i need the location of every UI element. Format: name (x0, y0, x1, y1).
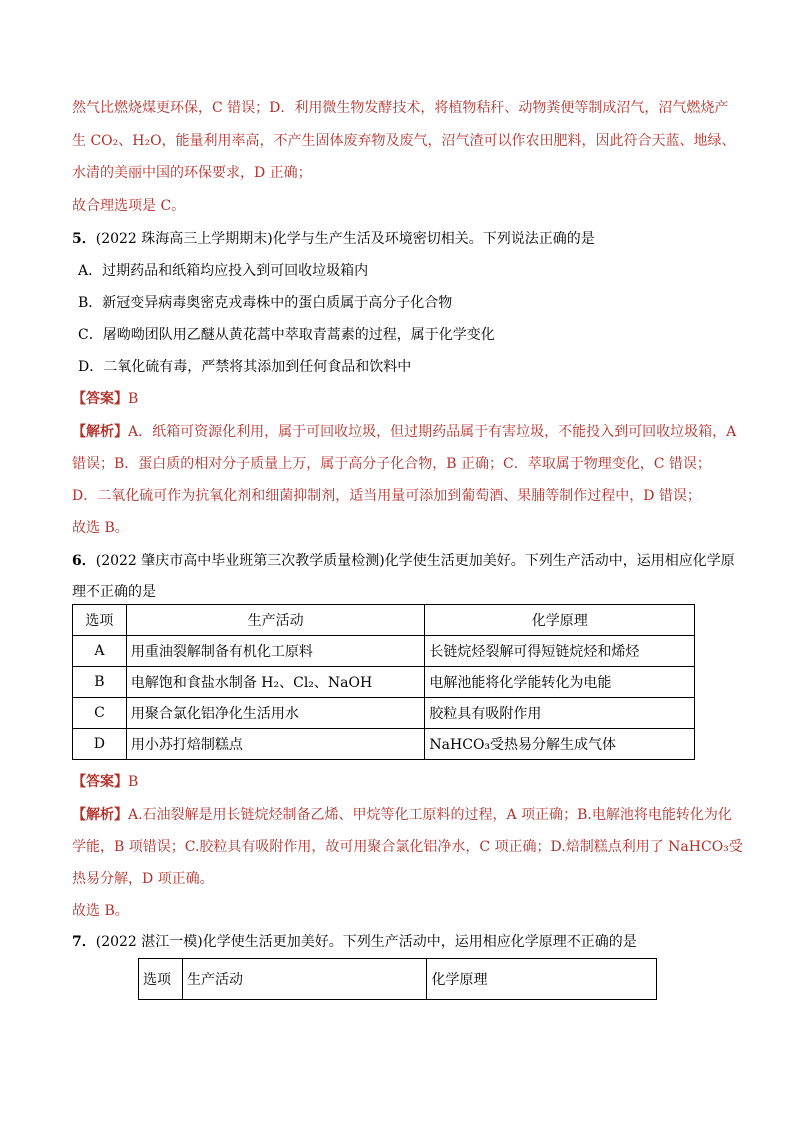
intro-line: 然气比燃烧煤更环保，C 错误；D．利用微生物发酵技术，将植物秸秆、动物粪便等制成沼气，沼气燃烧产 (72, 100, 729, 116)
option-b: B．新冠变异病毒奥密克戎毒株中的蛋白质属于高分子化合物 (78, 295, 453, 311)
question-text: 理不正确的是 (72, 584, 156, 600)
option-d: D．二氧化硫有毒，严禁将其添加到任何食品和饮料中 (78, 359, 412, 375)
question-text: (2022 湛江一模)化学使生活更加美好。下列生产活动中，运用相应化学原理不正确的是 (95, 934, 637, 950)
answer-value: B (128, 391, 139, 407)
table-header-cell: 生产活动 (126, 605, 425, 636)
analysis-line (72, 805, 732, 825)
table-cell: 用重油裂解制备有机化工原料 (126, 636, 425, 667)
option-c: C．屠呦呦团队用乙醚从黄花蒿中萃取青蒿素的过程，属于化学变化 (78, 327, 495, 343)
question-5-stem (72, 229, 595, 249)
question-6-stem (72, 551, 735, 571)
question-number: 7． (72, 934, 96, 950)
option-a: A．过期药品和纸箱均应投入到可回收垃圾箱内 (78, 263, 369, 279)
answer-tag: 【答案】 (72, 774, 128, 790)
question-number: 5． (72, 231, 96, 247)
table-cell: 电解饱和食盐水制备 H₂、Cl₂、NaOH (126, 667, 425, 698)
table-cell: B (73, 667, 127, 698)
question-7-stem (72, 932, 637, 952)
table-header-cell: 生产活动 (182, 959, 426, 1000)
table-header-row (73, 605, 695, 636)
analysis-line: 学能，B 项错误；C.胶粒具有吸附作用，故可用聚合氯化铝净水，C 项正确；D.焙制糕点利用了 NaHCO₃受 (72, 839, 743, 855)
analysis-tag: 【解析】 (72, 807, 128, 823)
table-header-cell: 化学原理 (425, 605, 695, 636)
question-number: 6． (72, 553, 96, 569)
analysis-line: 热易分解，D 项正确。 (72, 871, 214, 887)
answer-line (72, 389, 138, 409)
analysis-line (72, 422, 736, 442)
question-text: (2022 肇庆市高中毕业班第三次教学质量检测)化学使生活更加美好。下列生产活动中，运用相应化学原 (95, 553, 735, 569)
analysis-line: D．二氧化硫可作为抗氧化剂和细菌抑制剂，适当用量可添加到葡萄酒、果脯等制作过程中，D 错误； (72, 488, 701, 504)
table-row (73, 729, 695, 760)
table-header-cell: 选项 (139, 959, 183, 1000)
table-row (73, 698, 695, 729)
table-cell: C (73, 698, 127, 729)
question-text: (2022 珠海高三上学期期末)化学与生产生活及环境密切相关。下列说法正确的是 (95, 231, 595, 247)
table-header-row (139, 959, 657, 1000)
intro-line: 水清的美丽中国的环保要求，D 正确； (72, 165, 312, 181)
table-cell: 长链烷烃裂解可得短链烷烃和烯烃 (425, 636, 695, 667)
table-cell: A (73, 636, 127, 667)
analysis-line: 错误；B．蛋白质的相对分子质量上万，属于高分子化合物，B 正确；C．萃取属于物理变化，C 错误； (72, 456, 711, 472)
table-row (73, 636, 695, 667)
options-table (72, 604, 695, 760)
table-cell: D (73, 729, 127, 760)
options-table (138, 958, 657, 1000)
table-cell: 用小苏打焙制糕点 (126, 729, 425, 760)
table-cell: 胶粒具有吸附作用 (425, 698, 695, 729)
table-cell: 电解池能将化学能转化为电能 (425, 667, 695, 698)
answer-tag: 【答案】 (72, 391, 128, 407)
table-cell: NaHCO₃受热易分解生成气体 (425, 729, 695, 760)
table-header-cell: 化学原理 (427, 959, 657, 1000)
analysis-tag: 【解析】 (72, 424, 128, 440)
table-cell: 用聚合氯化铝净化生活用水 (126, 698, 425, 729)
intro-line: 生 CO₂、H₂O，能量利用率高，不产生固体废弃物及废气，沼气渣可以作农田肥料，因此符合天蓝、地绿、 (72, 133, 736, 149)
table-row (73, 667, 695, 698)
answer-value: B (128, 774, 139, 790)
table-header-cell: 选项 (73, 605, 127, 636)
intro-conclusion: 故合理选项是 C。 (72, 198, 186, 214)
analysis-text: A．纸箱可资源化利用，属于可回收垃圾，但过期药品属于有害垃圾，不能投入到可回收垃圾箱，A (128, 424, 737, 440)
analysis-text: A.石油裂解是用长链烷烃制备乙烯、甲烷等化工原料的过程，A 项正确；B.电解池将电能转化为化 (128, 807, 732, 823)
answer-line (72, 772, 138, 792)
analysis-conclusion: 故选 B。 (72, 903, 129, 919)
analysis-conclusion: 故选 B。 (72, 520, 129, 536)
